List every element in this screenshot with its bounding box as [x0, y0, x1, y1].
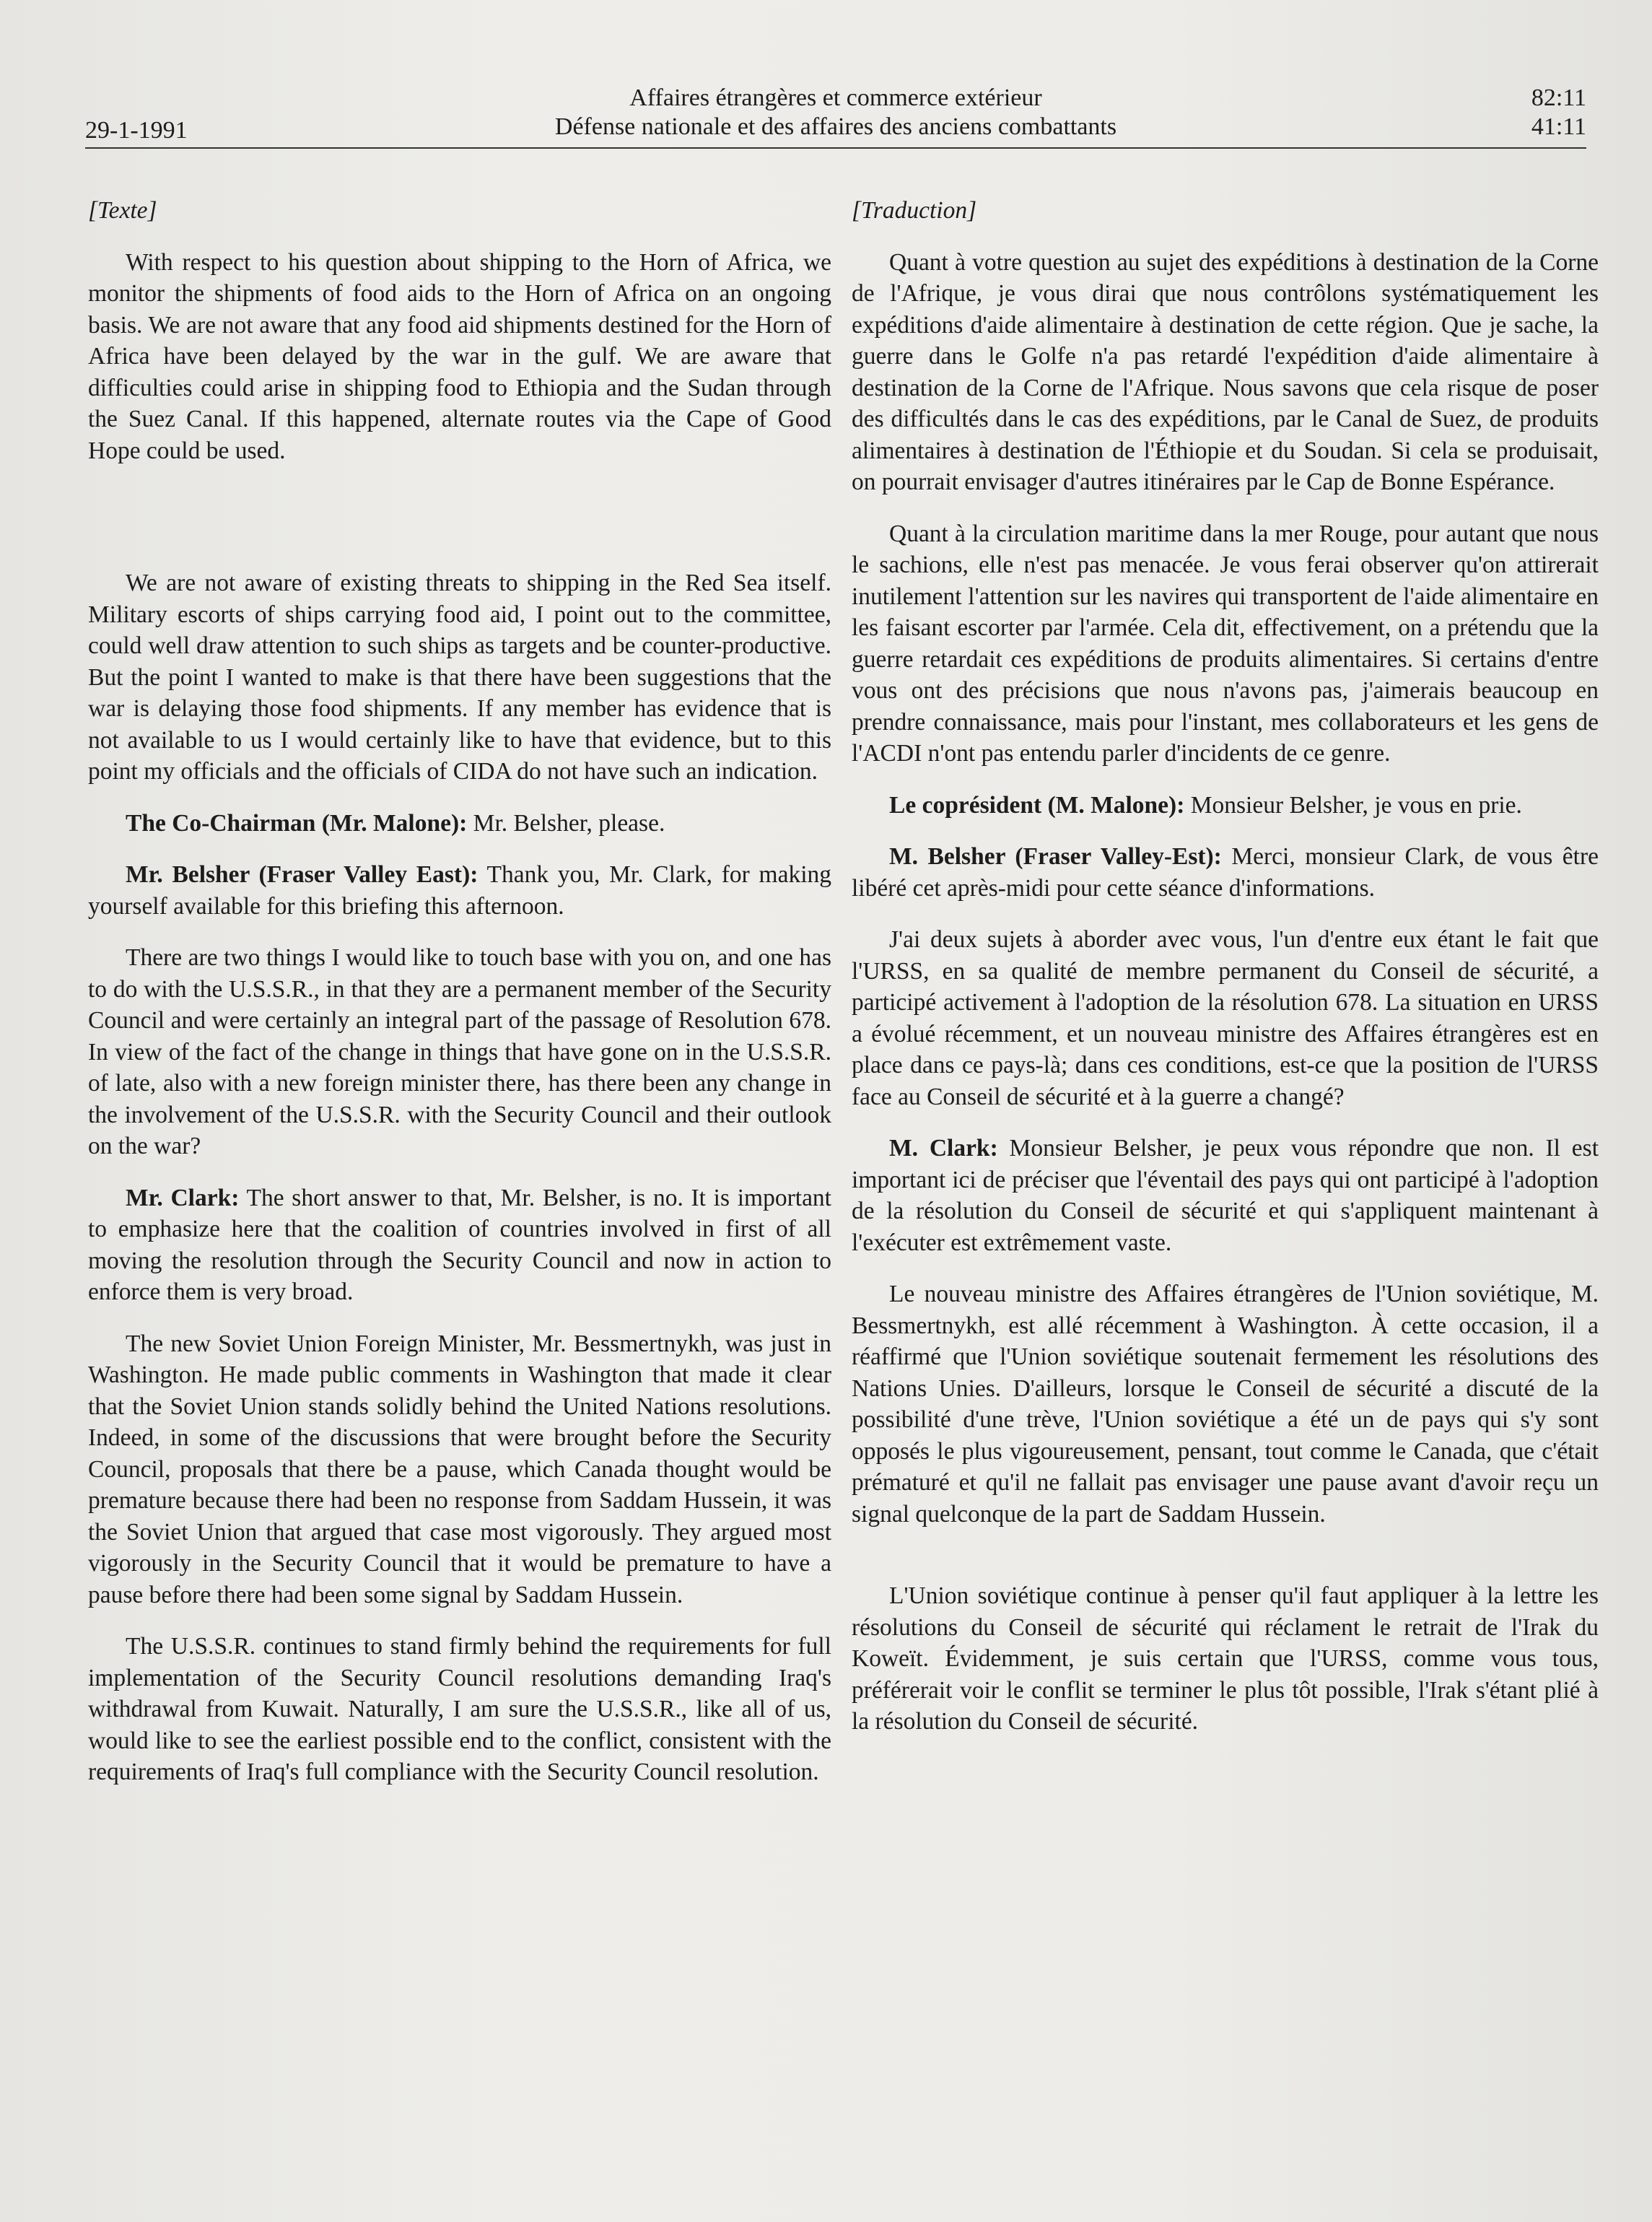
paragraph: The U.S.S.R. continues to stand firmly behind the requirements for full implementation of the Security Council resolutions demanding Iraq's withdrawal from Kuwait. Naturally, I am sure the U.S.S.R., like all of us, would like to see the earliest possible end to the conflict, consistent with the requirements of Iraq's full compliance with the Security Council resolution. — [88, 1633, 831, 1785]
speaker-name: M. Clark: — [889, 1135, 998, 1162]
paragraph — [852, 841, 1599, 904]
header-committee-line2: Défense nationale et des affaires des anciens combattants — [554, 113, 1117, 140]
speech-text: Monsieur Belsher, je peux vous répondre que non. Il est important ici de préciser que l'éventail des pays qui ont participé à l'adoption de la résolution du Conseil de sécurité et qui s'appliquent maintenant à l'exécuter est extrêmement vaste. — [852, 1135, 1599, 1256]
paragraph: We are not aware of existing threats to shipping in the Red Sea itself. Military escorts of ships carrying food aid, I point out to the committee, could well draw attention to such ships as targets and be counter-productive. But the point I wanted to make is that there have been suggestions that the war is delaying those food shipments. If any member has evidence that is not available to us I would certainly like to have that evidence, but to this point my officials and the officials of CIDA do not have such an indication. — [88, 570, 831, 785]
english-column — [88, 195, 831, 1808]
header-committee — [85, 84, 1586, 141]
header-committee-line1: Affaires étrangères et commerce extérieur — [629, 84, 1042, 111]
paragraph: With respect to his question about shipping to the Horn of Africa, we monitor the shipments of food aids to the Horn of Africa on an ongoing basis. We are not aware that any food aid shipments destined for the Horn of Africa have been delayed by the war in the gulf. We are aware that difficulties could arise in shipping food to Ethiopia and the Sudan through the Suez Canal. If this happened, alternate routes via the Cape of Good Hope could be used. — [88, 248, 831, 464]
header-page-numbers — [1531, 84, 1586, 141]
paragraph: Quant à la circulation maritime dans la mer Rouge, pour autant que nous le sachions, elle n'est pas menacée. Je vous ferai observer qu'on attirerait inutilement l'attention sur les navires qui transportent de l'aide alimentaire en les faisant escorter par l'armée. Cela dit, effectivement, on a prétendu que la guerre retardait ces expéditions de produits alimentaires. Si certains d'entre vous ont des précisions que nous n'avons pas, j'aimerais beaucoup en prendre connaissance, mais pour l'instant, mes collaborateurs et les gens de l'ACDI n'ont pas entendu parler d'incidents de ce genre. — [852, 520, 1599, 767]
header-rule — [85, 147, 1586, 149]
speech-text: Mr. Belsher, please. — [467, 809, 665, 837]
paragraph — [852, 1133, 1599, 1258]
speech-text: Monsieur Belsher, je vous en prie. — [1184, 791, 1522, 819]
header-page-number-1: 82:11 — [1531, 84, 1586, 111]
paragraph — [88, 808, 831, 840]
column-tag-texte: [Texte] — [88, 197, 157, 224]
paragraph — [88, 1182, 831, 1308]
paragraph — [852, 790, 1599, 822]
paragraph: J'ai deux sujets à aborder avec vous, l'un d'entre eux étant le fait que l'URSS, en sa qualité de membre permanent du Conseil de sécurité, a participé activement à l'adoption de la résolution 678. La situation en URSS a évolué récemment, et un nouveau ministre des Affaires étrangères est en place dans ce pays-là; dans ces conditions, est-ce que la position de l'URSS face au Conseil de sécurité et à la guerre a changé? — [852, 926, 1599, 1110]
paragraph: There are two things I would like to touch base with you on, and one has to do with the U.S.S.R., in that they are a permanent member of the Security Council and were certainly an integral part of the passage of Resolution 678. In view of the fact of the change in things that have gone on in the U.S.S.R. of late, also with a new foreign minister there, has there been any change in the involvement of the U.S.S.R. with the Security Council and their outlook on the war? — [88, 944, 831, 1159]
header-page-number-2: 41:11 — [1531, 113, 1586, 140]
paragraph: Le nouveau ministre des Affaires étrangères de l'Union soviétique, M. Bessmertnykh, est allé récemment à Washington. À cette occasion, il a réaffirmé que l'Union soviétique soutenait fermement les résolutions des Nations Unies. D'ailleurs, lorsque le Conseil de sécurité a discuté de la possibilité d'une trève, l'Union soviétique a été un de pays qui s'y sont opposés le plus vigoureusement, pensant, tout comme le Canada, que c'était prématuré et qu'il ne fallait pas envisager une pause avant d'avoir reçu un signal quelconque de la part de Saddam Hussein. — [852, 1281, 1599, 1528]
speaker-name: Le coprésident (M. Malone): — [889, 791, 1185, 819]
paragraph: Quant à votre question au sujet des expéditions à destination de la Corne de l'Afrique, je vous dirai que nous contrôlons systématiquement les expéditions d'aide alimentaire à destination de cette région. Que je sache, la guerre dans le Golfe n'a pas retardé l'expédition d'aide alimentaire à destination de la Corne de l'Afrique. Nous savons que cela risque de poser des difficultés dans le cas des expéditions, par le Canal de Suez, de produits alimentaires à destination de l'Éthiopie et du Soudan. Si cela se produisait, on pourrait envisager d'autres itinéraires par le Cap de Bonne Espérance. — [852, 248, 1599, 495]
speech-text: Thank you, Mr. Clark, for making yourself available for this briefing this afternoon. — [88, 861, 831, 920]
speech-text: Merci, monsieur Clark, de vous être libéré cet après-midi pour cette séance d'informations. — [852, 843, 1599, 902]
french-column — [852, 195, 1599, 1758]
paragraph: The new Soviet Union Foreign Minister, Mr. Bessmertnykh, was just in Washington. He made public comments in Washington that made it clear that the Soviet Union stands solidly behind the United Nations resolutions. Indeed, in some of the discussions that were brought before the Security Council, proposals that there be a pause, which Canada thought would be premature because there had been no response from Saddam Hussein, it was the Soviet Union that argued that case most vigorously. They argued most vigorously in the Security Council that it would be premature to have a pause before there had been some signal by Saddam Hussein. — [88, 1330, 831, 1608]
page-header — [85, 81, 1586, 146]
paragraph: L'Union soviétique continue à penser qu'il faut appliquer à la lettre les résolutions du Conseil de sécurité qui réclament le retrait de l'Irak du Koweït. Évidemment, je suis certain que l'URSS, comme vous tous, préférerait voir le conflit se terminer le plus tôt possible, l'Irak s'étant plié à la résolution du Conseil de sécurité. — [852, 1582, 1599, 1735]
paragraph — [88, 859, 831, 922]
speech-text: The short answer to that, Mr. Belsher, is no. It is important to emphasize here that the coalition of countries involved in first of all moving the resolution through the Security Council and now in action to enforce them is very broad. — [88, 1184, 831, 1305]
header-date: 29-1-1991 — [85, 117, 188, 144]
column-tag-traduction: [Traduction] — [852, 197, 977, 224]
speaker-name: M. Belsher (Fraser Valley-Est): — [889, 843, 1222, 870]
speaker-name: Mr. Clark: — [126, 1184, 240, 1211]
speaker-name: The Co-Chairman (Mr. Malone): — [126, 809, 468, 837]
speaker-name: Mr. Belsher (Fraser Valley East): — [126, 861, 478, 888]
